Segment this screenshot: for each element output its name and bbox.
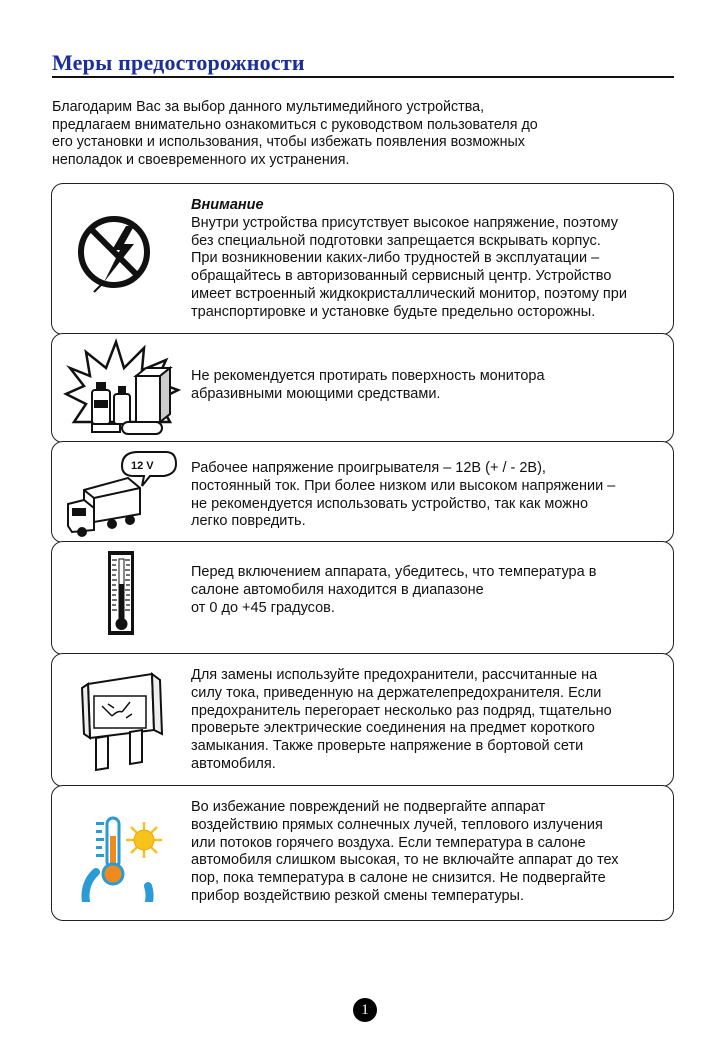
- text-line: При возникновении каких-либо трудностей в эксплуатации –: [191, 250, 600, 267]
- cleaning-chemicals-icon: [62, 338, 182, 443]
- text-line: без специальной подготовки запрещается вскрывать корпус.: [191, 232, 601, 249]
- warning-heading: Внимание: [191, 197, 264, 213]
- text-line: воздействию прямых солнечных лучей, теплового излучения: [191, 816, 603, 833]
- intro-paragraph: [52, 99, 652, 169]
- truck-12v-icon: [64, 448, 184, 543]
- text-line: предохранитель перегорает несколько раз подряд, тщательно: [191, 702, 612, 719]
- text-line: не рекомендуется использовать устройство, так как можно: [191, 495, 589, 512]
- fuse-text: [191, 667, 612, 774]
- intro-line: предлагаем внимательно ознакомиться с руководством пользователя до: [52, 116, 538, 133]
- text-line: Перед включением аппарата, убедитесь, что температура в: [191, 564, 597, 580]
- text-line: Для замены используйте предохранители, рассчитанные на: [191, 667, 598, 683]
- title-underline: [52, 76, 674, 78]
- intro-line: неполадок и своевременного их устранения.: [52, 151, 350, 168]
- fuse-section: [51, 653, 674, 787]
- text-line: замыкания. Также проверьте напряжение в бортовой сети: [191, 738, 584, 755]
- page-number: 1: [353, 998, 377, 1022]
- text-line: силу тока, приведенную на держателепредохранителя. Если: [191, 684, 602, 701]
- text-line: транспортировке и установке будьте предельно осторожны.: [191, 303, 596, 320]
- text-line: имеет встроенный жидкокристаллический монитор, поэтому при: [191, 285, 627, 302]
- temperature-section: [51, 541, 674, 655]
- fuse-icon: [78, 672, 168, 777]
- no-high-voltage-icon: [74, 212, 158, 301]
- voltage-text: [191, 460, 615, 531]
- text-line: автомобиля слишком высокая, то не включайте аппарат до тех: [191, 852, 619, 869]
- text-line: легко повредить.: [191, 513, 306, 530]
- text-line: Внутри устройства присутствует высокое напряжение, поэтому: [191, 214, 618, 231]
- intro-line: его установки и использования, чтобы избежать появления возможных: [52, 134, 525, 150]
- text-line: постоянный ток. При более низком или высоком напряжении –: [191, 477, 616, 494]
- cleaning-section: [51, 333, 674, 443]
- heat-section: [51, 785, 674, 921]
- text-line: Рабочее напряжение проигрывателя – 12В (+ / - 2В),: [191, 460, 546, 476]
- heat-text: [191, 799, 619, 906]
- text-line: или потоков горячего воздуха. Если температура в салоне: [191, 834, 586, 851]
- text-line: салоне автомобиля находится в диапазоне: [191, 581, 484, 598]
- text-line: от 0 до +45 градусов.: [191, 599, 335, 616]
- text-line: Во избежание повреждений не подвергайте аппарат: [191, 799, 546, 815]
- text-line: пор, пока температура в салоне не снизится. Не подвергайте: [191, 870, 606, 887]
- warning-text: [191, 197, 627, 322]
- warning-section: [51, 183, 674, 335]
- text-line: абразивными моющими средствами.: [191, 385, 441, 402]
- text-line: автомобиля.: [191, 755, 276, 772]
- temperature-text: [191, 564, 596, 617]
- voltage-label: 12 V: [131, 460, 154, 472]
- intro-line: Благодарим Вас за выбор данного мультимедийного устройства,: [52, 99, 485, 115]
- voltage-section: [51, 441, 674, 543]
- text-line: проверьте электрические соединения на предмет короткого: [191, 720, 595, 737]
- page-title: Меры предосторожности: [52, 50, 305, 75]
- cleaning-text: [191, 368, 545, 404]
- thermometer-icon: [107, 550, 137, 641]
- text-line: обращайтесь в авторизованный сервисный центр. Устройство: [191, 268, 612, 285]
- text-line: прибор воздействию резкой смены температуры.: [191, 887, 525, 904]
- text-line: Не рекомендуется протирать поверхность монитора: [191, 368, 545, 384]
- heat-sun-thermometer-icon: [78, 812, 168, 907]
